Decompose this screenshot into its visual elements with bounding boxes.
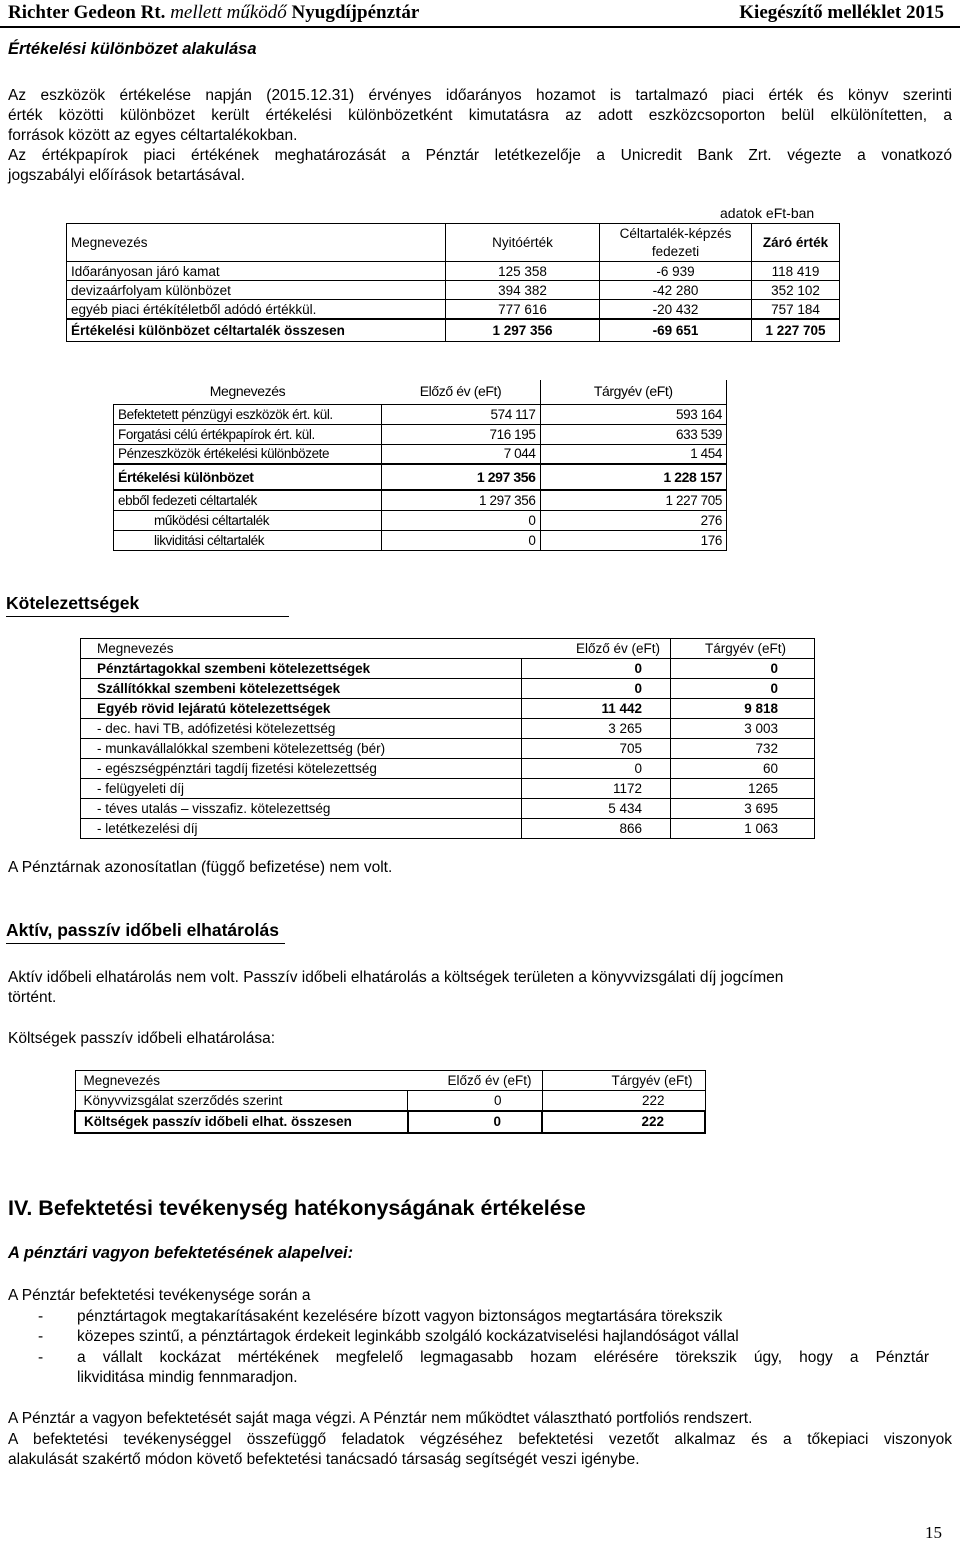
cell-closing: 1 227 705 xyxy=(752,319,840,341)
accruals-subtitle: Költségek passzív időbeli elhatárolása: xyxy=(8,1030,276,1047)
col-header-previous: Előző év (eFt) xyxy=(382,380,541,404)
col-header-closing: Záró érték xyxy=(752,224,840,262)
table-row xyxy=(114,490,727,510)
table-row xyxy=(67,281,840,300)
list-item-text: likviditása mindig fennmaradjon. xyxy=(77,1369,298,1386)
table-total-row xyxy=(114,464,727,490)
liabilities-table xyxy=(80,638,815,839)
text-line: alakulását szakértő módon követő befektetési tanácsadó társaság segítségét veszi igénybe. xyxy=(8,1451,640,1468)
col-header-opening: Nyitóérték xyxy=(446,224,600,262)
cell-opening: 777 616 xyxy=(446,300,600,320)
text-line: Az értékpapírok piaci értékének meghatározását a Pénztár letétkezelője a Unicredit Bank Zrt. végezte a vonatkozó xyxy=(8,147,952,164)
cell-current: 1 227 705 xyxy=(540,490,727,510)
cell-closing: 118 419 xyxy=(752,262,840,281)
cell-current: 222 xyxy=(542,1091,705,1111)
cell-current: 3 695 xyxy=(671,799,815,819)
investment-paragraph-1: A Pénztár a vagyon befektetését saját maga végzi. A Pénztár nem működtet választható portfoliós rendszert. xyxy=(8,1410,753,1427)
cell-previous: 0 xyxy=(382,530,541,550)
cell-opening: 125 358 xyxy=(446,262,600,281)
section-title-valuation: Értékelési különbözet alakulása xyxy=(8,40,257,58)
table-total-row xyxy=(75,1111,705,1133)
section-title-investment: IV. Befektetési tevékenység hatékonyságának értékelése xyxy=(8,1196,586,1220)
cell-previous: 866 xyxy=(521,819,671,839)
cell-previous: 3 265 xyxy=(521,719,671,739)
valuation-paragraph-2 xyxy=(8,146,952,186)
table-row xyxy=(81,799,815,819)
cell-name: Pénztártagokkal szembeni kötelezettségek xyxy=(81,659,522,679)
cell-current: 176 xyxy=(540,530,727,550)
table-header-row xyxy=(75,1071,705,1091)
cell-name: - egészségpénztári tagdíj fizetési kötelezettség xyxy=(81,759,522,779)
table-row xyxy=(75,1091,705,1111)
col-header-previous: Előző év (eFt) xyxy=(408,1071,543,1091)
page-header xyxy=(0,0,960,28)
cell-name: Költségek passzív időbeli elhat. összesen xyxy=(75,1111,408,1133)
cell-previous: 716 195 xyxy=(382,424,541,444)
cell-name: Pénzeszközök értékelési különbözete xyxy=(114,444,382,464)
table-header-row xyxy=(67,224,840,262)
cell-name: működési céltartalék xyxy=(114,510,382,530)
cell-previous: 1 297 356 xyxy=(382,490,541,510)
header-right: Kiegészítő melléklet 2015 xyxy=(739,2,944,23)
liabilities-note: A Pénztárnak azonosítatlan (függő befizetése) nem volt. xyxy=(8,859,393,876)
cell-previous: 1172 xyxy=(521,779,671,799)
table-row xyxy=(81,679,815,699)
valuation-paragraph-1 xyxy=(8,86,952,146)
dash-bullet: - xyxy=(38,1308,44,1325)
valuation-difference-table xyxy=(113,380,727,551)
cell-name: Könyvvizsgálat szerződés szerint xyxy=(75,1091,408,1111)
list-item-text: pénztártagok megtakarításaként kezelésére bízott vagyon biztonságos megtartására törekszik xyxy=(77,1308,723,1325)
cell-name: ebből fedezeti céltartalék xyxy=(114,490,382,510)
table-row xyxy=(67,300,840,320)
table-row xyxy=(81,759,815,779)
cell-name: Befektetett pénzügyi eszközök ért. kül. xyxy=(114,404,382,424)
dash-bullet: - xyxy=(38,1349,44,1366)
cell-reserve: -69 651 xyxy=(600,319,752,341)
list-item-text: a vállalt kockázat mértékének megfelelő legmagasabb hozam elérésére törekszik úgy, hogy a Pénztár xyxy=(77,1349,929,1366)
text-line: jogszabályi előírások betartásával. xyxy=(8,167,245,184)
cell-name: Értékelési különbözet céltartalék összesen xyxy=(67,319,446,341)
dash-bullet: - xyxy=(38,1328,44,1345)
cell-closing: 352 102 xyxy=(752,281,840,300)
section-title-liabilities xyxy=(6,593,289,617)
cell-previous: 0 xyxy=(521,659,671,679)
section-title-accruals-text: Aktív, passzív időbeli elhatárolás xyxy=(6,920,285,944)
col-header-current: Tárgyév (eFt) xyxy=(542,1071,705,1091)
page-number: 15 xyxy=(925,1523,942,1542)
text-line: történt. xyxy=(8,989,57,1006)
text-line: Az eszközök értékelése napján (2015.12.31) érvényes időarányos hozamot is tartalmazó piaci érték és könyv szerinti xyxy=(8,87,952,104)
cell-name: Szállítókkal szembeni kötelezettségek xyxy=(81,679,522,699)
cell-previous: 0 xyxy=(521,679,671,699)
table-header-row xyxy=(114,380,727,404)
table-row xyxy=(67,262,840,281)
col-header-reserve xyxy=(600,224,752,262)
investment-subtitle: A pénztári vagyon befektetésének alapelvei: xyxy=(8,1244,354,1262)
header-company: Richter Gedeon Rt. xyxy=(8,2,166,23)
investment-principles-list xyxy=(0,1307,960,1391)
cell-previous: 0 xyxy=(382,510,541,530)
cell-previous: 1 297 356 xyxy=(382,464,541,490)
cell-reserve: -20 432 xyxy=(600,300,752,320)
text-line: források között az egyes céltartalékokban. xyxy=(8,127,298,144)
cell-previous: 574 117 xyxy=(382,404,541,424)
cell-opening: 1 297 356 xyxy=(446,319,600,341)
cell-current: 9 818 xyxy=(671,699,815,719)
table-row xyxy=(81,659,815,679)
header-middle: mellett működő xyxy=(170,2,287,23)
cell-name: - munkavállalókkal szembeni kötelezettség (bér) xyxy=(81,739,522,759)
cell-previous: 0 xyxy=(408,1091,543,1111)
col-header-name: Megnevezés xyxy=(67,224,446,262)
cell-name: Értékelési különbözet xyxy=(114,464,382,490)
cell-current: 3 003 xyxy=(671,719,815,739)
text-line: A befektetési tevékenységgel összefüggő feladatok végzéséhez befektetési vezetőt alkalmaz és a tőkepiaci viszonyok xyxy=(8,1431,952,1448)
cell-name: Egyéb rövid lejáratú kötelezettségek xyxy=(81,699,522,719)
cell-current: 222 xyxy=(542,1111,705,1133)
cell-current: 1 228 157 xyxy=(540,464,727,490)
cell-previous: 0 xyxy=(521,759,671,779)
cell-current: 593 164 xyxy=(540,404,727,424)
valuation-reserve-table xyxy=(66,223,840,342)
text-line: Aktív időbeli elhatárolás nem volt. Passzív időbeli elhatárolás a költségek területen a könyvvizsgálati díj jogcímen xyxy=(8,969,784,986)
cell-name: devizaárfolyam különbözet xyxy=(67,281,446,300)
col-header-name: Megnevezés xyxy=(209,383,286,400)
cell-current: 732 xyxy=(671,739,815,759)
cell-current: 60 xyxy=(671,759,815,779)
col-header-name: Megnevezés xyxy=(75,1071,408,1091)
cell-current: 1 063 xyxy=(671,819,815,839)
table-row xyxy=(81,719,815,739)
col-header-name: Megnevezés xyxy=(81,639,522,659)
cell-opening: 394 382 xyxy=(446,281,600,300)
cell-name: - letétkezelési díj xyxy=(81,819,522,839)
cell-name: Forgatási célú értékpapírok ért. kül. xyxy=(114,424,382,444)
table-row xyxy=(81,779,815,799)
cell-previous: 705 xyxy=(521,739,671,759)
unit-note: adatok eFt-ban xyxy=(720,205,815,221)
accrued-costs-table xyxy=(74,1070,706,1134)
table-header-row xyxy=(81,639,815,659)
table-row xyxy=(114,530,727,550)
investment-paragraph-2 xyxy=(8,1430,952,1470)
cell-closing: 757 184 xyxy=(752,300,840,320)
cell-current: 633 539 xyxy=(540,424,727,444)
table-row xyxy=(81,739,815,759)
table-row xyxy=(114,424,727,444)
cell-previous: 11 442 xyxy=(521,699,671,719)
col-header-reserve-line2: fedezeti xyxy=(651,243,700,259)
cell-current: 276 xyxy=(540,510,727,530)
table-total-row xyxy=(67,319,840,341)
cell-reserve: -42 280 xyxy=(600,281,752,300)
table-row xyxy=(114,404,727,424)
cell-reserve: -6 939 xyxy=(600,262,752,281)
accruals-paragraph xyxy=(8,968,952,1008)
header-left xyxy=(8,2,419,24)
cell-name: - felügyeleti díj xyxy=(81,779,522,799)
table-row xyxy=(114,510,727,530)
table-row xyxy=(81,819,815,839)
cell-current: 1 454 xyxy=(540,444,727,464)
cell-current: 0 xyxy=(671,659,815,679)
section-title-liabilities-text: Kötelezettségek xyxy=(6,593,289,617)
cell-name: egyéb piaci értékítéletből adódó értékkül. xyxy=(67,300,446,320)
cell-name: Időarányosan járó kamat xyxy=(67,262,446,281)
cell-current: 0 xyxy=(671,679,815,699)
cell-previous: 7 044 xyxy=(382,444,541,464)
table-row xyxy=(114,444,727,464)
investment-intro: A Pénztár befektetési tevékenysége során a xyxy=(8,1287,311,1304)
cell-name: - dec. havi TB, adófizetési kötelezettség xyxy=(81,719,522,739)
table-row xyxy=(81,699,815,719)
cell-previous: 0 xyxy=(408,1111,543,1133)
cell-current: 1265 xyxy=(671,779,815,799)
cell-name: - téves utalás – visszafiz. kötelezettség xyxy=(81,799,522,819)
header-fund: Nyugdíjpénztár xyxy=(291,2,420,23)
list-item-text: közepes szintű, a pénztártagok érdekeit leginkább szolgáló kockázatviselési hajlandóságot vállal xyxy=(77,1328,739,1345)
col-header-current: Tárgyév (eFt) xyxy=(671,639,815,659)
col-header-reserve-line1: Céltartalék-képzés xyxy=(619,225,732,241)
col-header-previous: Előző év (eFt) xyxy=(521,639,671,659)
col-header-current: Tárgyév (eFt) xyxy=(540,380,727,404)
section-title-accruals xyxy=(6,920,285,944)
text-line: érték közötti különbözet került értékelési különbözetként kimutatásra az adott eszközcsoporton belül elkülönítetten, a xyxy=(8,107,952,124)
cell-previous: 5 434 xyxy=(521,799,671,819)
cell-name: likviditási céltartalék xyxy=(114,530,382,550)
